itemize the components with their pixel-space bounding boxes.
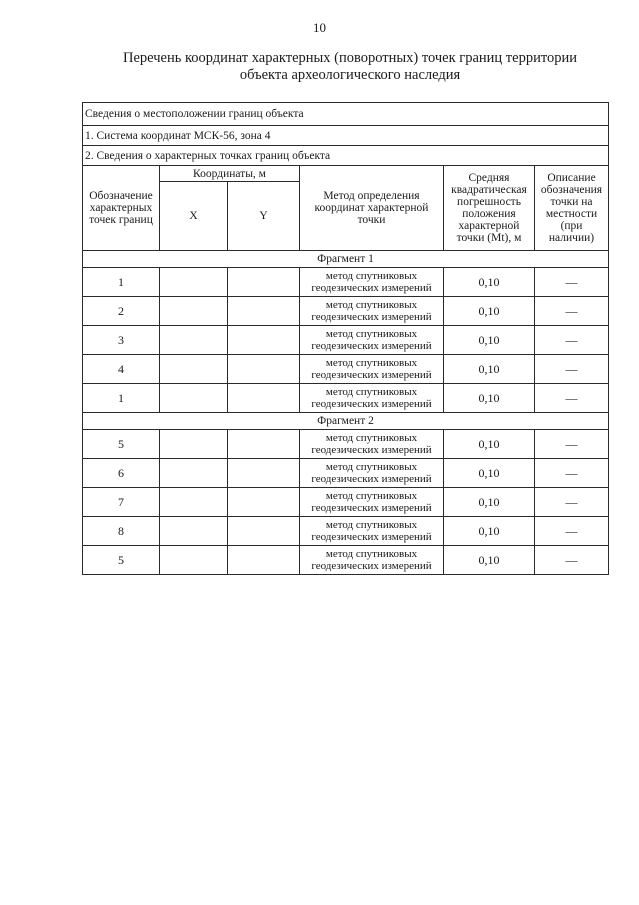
header-error: Средняя квадратическая погрешность положения характерной точки (Mt), м bbox=[444, 166, 535, 251]
description-cell: — bbox=[535, 268, 609, 297]
info-row-points bbox=[83, 146, 609, 166]
y-coordinate-cell bbox=[228, 517, 300, 546]
x-coordinate-cell bbox=[160, 546, 228, 575]
title-line-2: объекта археологического наследия bbox=[239, 67, 461, 83]
table-row bbox=[83, 384, 609, 413]
description-cell: — bbox=[535, 326, 609, 355]
coordinates-table bbox=[82, 102, 609, 575]
method-cell bbox=[300, 297, 444, 326]
description-cell: — bbox=[535, 459, 609, 488]
info-location: Сведения о местоположении границ объекта bbox=[83, 103, 609, 126]
table-row bbox=[83, 326, 609, 355]
x-coordinate-cell bbox=[160, 268, 228, 297]
x-coordinate-cell bbox=[160, 384, 228, 413]
point-id-cell: 7 bbox=[83, 488, 160, 517]
point-id-cell: 3 bbox=[83, 326, 160, 355]
method-cell bbox=[300, 355, 444, 384]
description-cell: — bbox=[535, 384, 609, 413]
method-cell bbox=[300, 488, 444, 517]
title-line-1: Перечень координат характерных (поворотных) точек границ территории bbox=[122, 50, 578, 66]
y-coordinate-cell bbox=[228, 268, 300, 297]
header-x: X bbox=[160, 182, 228, 251]
y-coordinate-cell bbox=[228, 326, 300, 355]
table-row bbox=[83, 430, 609, 459]
point-id-cell: 5 bbox=[83, 546, 160, 575]
header-method: Метод определения координат характерной точки bbox=[300, 166, 444, 251]
page-number: 10 bbox=[313, 20, 326, 35]
x-coordinate-cell bbox=[160, 355, 228, 384]
method-line-1: метод спутниковых bbox=[325, 328, 418, 340]
method-cell bbox=[300, 430, 444, 459]
error-cell: 0,10 bbox=[444, 297, 535, 326]
method-cell bbox=[300, 546, 444, 575]
error-cell: 0,10 bbox=[444, 546, 535, 575]
method-cell bbox=[300, 268, 444, 297]
header-coordinates: Координаты, м bbox=[160, 166, 300, 182]
error-cell: 0,10 bbox=[444, 355, 535, 384]
info-points: 2. Сведения о характерных точках границ объекта bbox=[83, 146, 609, 166]
x-coordinate-cell bbox=[160, 517, 228, 546]
point-id-cell: 6 bbox=[83, 459, 160, 488]
error-cell: 0,10 bbox=[444, 459, 535, 488]
point-id-cell: 8 bbox=[83, 517, 160, 546]
y-coordinate-cell bbox=[228, 459, 300, 488]
description-cell: — bbox=[535, 355, 609, 384]
x-coordinate-cell bbox=[160, 459, 228, 488]
error-cell: 0,10 bbox=[444, 384, 535, 413]
method-line-2: геодезических измерений bbox=[311, 473, 432, 485]
point-id-cell: 2 bbox=[83, 297, 160, 326]
method-line-2: геодезических измерений bbox=[311, 282, 432, 294]
y-coordinate-cell bbox=[228, 430, 300, 459]
method-line-1: метод спутниковых bbox=[325, 461, 418, 473]
method-line-1: метод спутниковых bbox=[325, 519, 418, 531]
x-coordinate-cell bbox=[160, 297, 228, 326]
fragment-title: Фрагмент 2 bbox=[83, 413, 609, 430]
y-coordinate-cell bbox=[228, 297, 300, 326]
description-cell: — bbox=[535, 488, 609, 517]
method-line-1: метод спутниковых bbox=[325, 270, 418, 282]
description-cell: — bbox=[535, 430, 609, 459]
point-id-cell: 5 bbox=[83, 430, 160, 459]
fragment-header-row bbox=[83, 413, 609, 430]
x-coordinate-cell bbox=[160, 488, 228, 517]
x-coordinate-cell bbox=[160, 326, 228, 355]
error-cell: 0,10 bbox=[444, 430, 535, 459]
y-coordinate-cell bbox=[228, 546, 300, 575]
table-row bbox=[83, 355, 609, 384]
table-row bbox=[83, 488, 609, 517]
method-line-2: геодезических измерений bbox=[311, 340, 432, 352]
header-y: Y bbox=[228, 182, 300, 251]
table-row bbox=[83, 268, 609, 297]
fragment-header-row bbox=[83, 251, 609, 268]
method-cell bbox=[300, 459, 444, 488]
method-line-1: метод спутниковых bbox=[325, 386, 418, 398]
description-cell: — bbox=[535, 297, 609, 326]
method-line-2: геодезических измерений bbox=[311, 531, 432, 543]
method-line-1: метод спутниковых bbox=[325, 490, 418, 502]
table-row bbox=[83, 297, 609, 326]
y-coordinate-cell bbox=[228, 355, 300, 384]
y-coordinate-cell bbox=[228, 384, 300, 413]
error-cell: 0,10 bbox=[444, 517, 535, 546]
point-id-cell: 1 bbox=[83, 384, 160, 413]
method-line-2: геодезических измерений bbox=[311, 398, 432, 410]
y-coordinate-cell bbox=[228, 488, 300, 517]
method-cell bbox=[300, 517, 444, 546]
x-coordinate-cell bbox=[160, 430, 228, 459]
method-line-1: метод спутниковых bbox=[325, 432, 418, 444]
description-cell: — bbox=[535, 517, 609, 546]
table-row bbox=[83, 517, 609, 546]
method-line-2: геодезических измерений bbox=[311, 444, 432, 456]
header-row-1 bbox=[83, 166, 609, 182]
fragment-title: Фрагмент 1 bbox=[83, 251, 609, 268]
info-row-system bbox=[83, 126, 609, 146]
method-line-2: геодезических измерений bbox=[311, 560, 432, 572]
info-coordinate-system: 1. Система координат МСК-56, зона 4 bbox=[83, 126, 609, 146]
error-cell: 0,10 bbox=[444, 488, 535, 517]
method-line-1: метод спутниковых bbox=[325, 357, 418, 369]
method-line-2: геодезических измерений bbox=[311, 502, 432, 514]
info-row-location bbox=[83, 103, 609, 126]
table-row bbox=[83, 546, 609, 575]
point-id-cell: 4 bbox=[83, 355, 160, 384]
method-line-2: геодезических измерений bbox=[311, 369, 432, 381]
description-cell: — bbox=[535, 546, 609, 575]
error-cell: 0,10 bbox=[444, 268, 535, 297]
method-cell bbox=[300, 384, 444, 413]
error-cell: 0,10 bbox=[444, 326, 535, 355]
method-cell bbox=[300, 326, 444, 355]
method-line-2: геодезических измерений bbox=[311, 311, 432, 323]
header-description: Описание обозначения точки на местности (при наличии) bbox=[535, 166, 609, 251]
method-line-1: метод спутниковых bbox=[325, 299, 418, 311]
header-designation: Обозначение характерных точек границ bbox=[83, 166, 160, 251]
point-id-cell: 1 bbox=[83, 268, 160, 297]
method-line-1: метод спутниковых bbox=[325, 548, 418, 560]
document-title bbox=[95, 50, 605, 84]
table-row bbox=[83, 459, 609, 488]
